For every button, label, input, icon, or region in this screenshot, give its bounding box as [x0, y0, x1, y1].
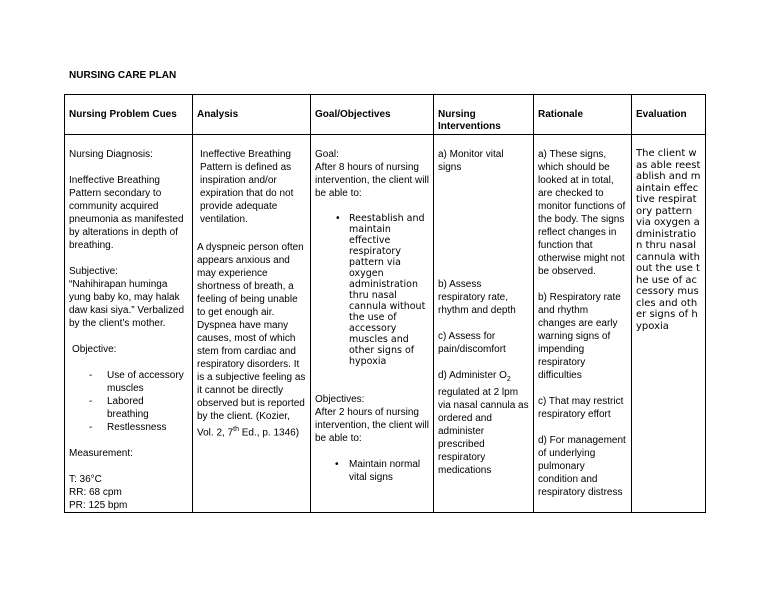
pulse-rate-value: PR: 125 bpm — [69, 500, 128, 511]
intervention-c: c) Assess for pain/discomfort — [438, 331, 506, 355]
diagnosis-label: Nursing Diagnosis: — [69, 149, 153, 160]
interventions-cell — [434, 135, 534, 513]
list-item: - Labored breathing — [89, 395, 188, 421]
goal-label: Goal: — [315, 149, 339, 160]
intervention-d-text: d) Administer O — [438, 370, 507, 381]
objective-goal-list — [315, 458, 429, 484]
document-title: NURSING CARE PLAN — [69, 70, 177, 81]
analysis-text-end: Ed., p. 1346) — [238, 427, 300, 439]
objectives-text: After 2 hours of nursing intervention, the client will be able to: — [315, 407, 429, 444]
goals-cell — [311, 135, 434, 513]
analysis-paragraph-2 — [197, 241, 306, 439]
list-item: • Maintain normal vital signs — [335, 458, 429, 484]
header-analysis: Analysis — [193, 95, 311, 135]
goal-list — [315, 213, 429, 367]
evaluation-cell — [632, 135, 706, 513]
intervention-a: a) Monitor vital signs — [438, 149, 504, 173]
header-interventions: Nursing Interventions — [434, 95, 534, 135]
intervention-d-text-end: regulated at 2 lpm via nasal cannula as ordered and administer prescribed respiratory medications — [438, 387, 529, 476]
header-rationale: Rationale — [534, 95, 632, 135]
header-goals: Goal/Objectives — [311, 95, 434, 135]
content-row — [65, 135, 706, 513]
intervention-d — [438, 369, 529, 477]
analysis-text: A dyspneic person often appears anxious and may experience shortness of breath, a feeling of being unable to get enough air. Dyspnea have many causes, most of which stem from cardiac and respiratory disorders. It is a subjective feeling as it cannot be directly observed but is reported by the client. (Kozier, Vol. 2, 7 — [197, 242, 306, 439]
objectives-label: Objectives: — [315, 394, 365, 405]
oxygen-subscript: 2 — [506, 376, 511, 383]
respiratory-rate-value: RR: 68 cpm — [69, 487, 122, 498]
care-plan-table — [64, 94, 706, 513]
diagnosis-text: Ineffective Breathing Pattern secondary to community acquired pneumonia as manifested by alterations in depth of breathing. — [69, 175, 184, 251]
measurement-label: Measurement: — [69, 448, 133, 459]
objective-label: Objective: — [72, 344, 117, 355]
analysis-cell — [193, 135, 311, 513]
rationale-b: b) Respiratory rate and rhythm changes are early warning signs of impending respiratory difficulties — [538, 292, 621, 381]
temperature-value: T: 36°C — [69, 474, 102, 485]
goal-text: After 8 hours of nursing intervention, the client will be able to: — [315, 162, 429, 199]
subjective-label: Subjective: — [69, 266, 118, 277]
edition-superscript: th — [233, 426, 239, 433]
rationale-d: d) For management of underlying pulmonary condition and respiratory distress — [538, 435, 626, 498]
cues-cell — [65, 135, 193, 513]
intervention-b: b) Assess respiratory rate, rhythm and depth — [438, 279, 516, 316]
analysis-paragraph-1: Ineffective Breathing Pattern is defined as inspiration and/or expiration that do not provide adequate ventilation. — [200, 149, 294, 225]
header-row — [65, 95, 706, 135]
list-item: - Use of accessory muscles — [89, 369, 188, 395]
objective-list — [69, 369, 188, 434]
header-evaluation: Evaluation — [632, 95, 706, 135]
list-item: - Restlessness — [89, 421, 188, 434]
rationale-cell — [534, 135, 632, 513]
evaluation-text: The client was able reestablish and maintain effective respiratory pattern via oxygen administration thru nasal cannula without the use the use of accessory muscles and other signs of hypoxia — [636, 148, 701, 332]
subjective-text: “Nahihirapan huminga yung baby ko, may halak daw kasi siya.” Verbalized by the client’s mother. — [69, 279, 185, 329]
rationale-a: a) These signs, which should be looked at in total, are checked to monitor functions of the body. The signs reflect changes in function that otherwise might not be observed. — [538, 149, 626, 277]
header-cues: Nursing Problem Cues — [65, 95, 193, 135]
rationale-c: c) That may restrict respiratory effort — [538, 396, 624, 420]
list-item: • Reestablish and maintain effective respiratory pattern via oxygen administration thru nasal cannula without the use of accessory muscles and other signs of hypoxia — [335, 213, 429, 367]
